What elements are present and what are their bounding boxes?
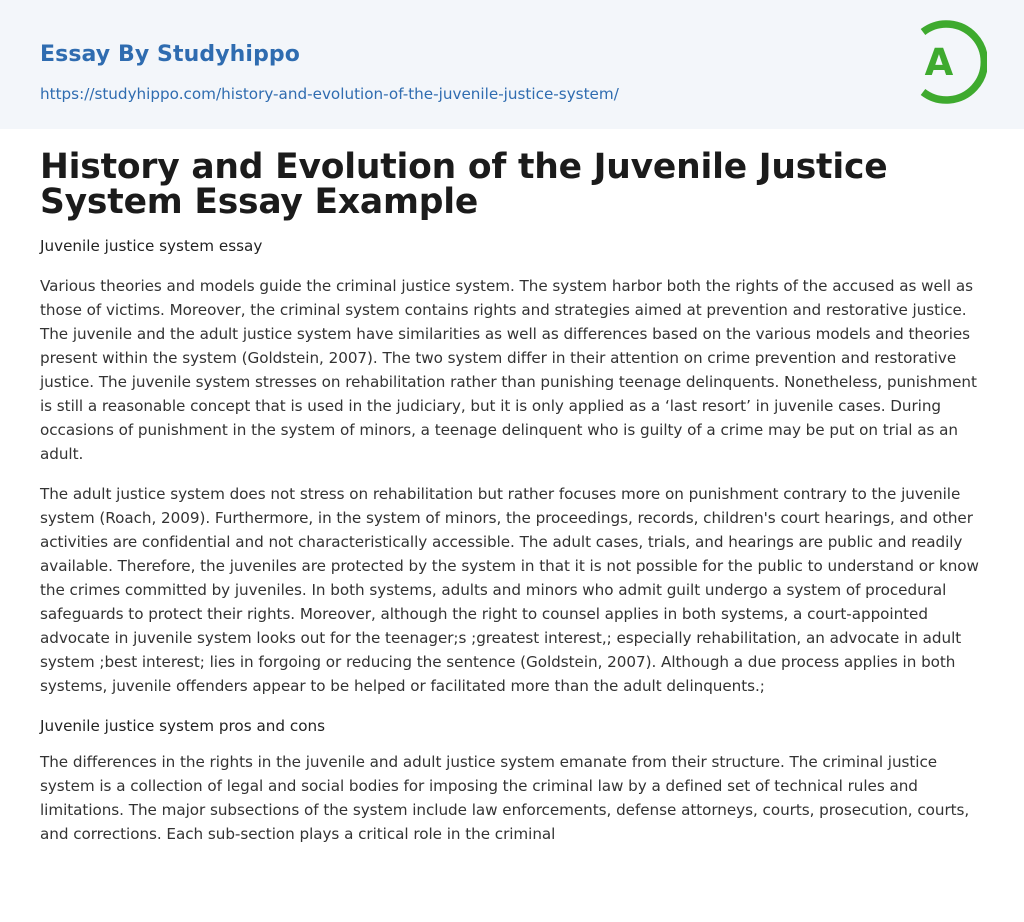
paragraph-2: The adult justice system does not stress on rehabilitation but rather focuses more on punishment contrary to the juvenile system (Roach, 2009). Furthermore, in the system of minors, the proceedings, records, children's court hearings, and other activities are confidential and not characteristically accessible. The adult cases, trials, and hearings are public and readily available. Therefore, the juveniles are protected by the system in that it is not possible for the public to understand or know the crimes committed by juveniles. In both systems, adults and minors who admit guilt undergo a system of procedural safeguards to protect their rights. Moreover, although the right to counsel applies in both systems, a court-appointed advocate in juvenile system looks out for the teenager;s ;greatest interest,; especially rehabilitation, an advocate in adult system ;best interest; lies in forgoing or reducing the sentence (Goldstein, 2007). Although a due process applies in both systems, juvenile offenders appear to be helped or facilitated more than the adult delinquents.;	[40, 485, 979, 695]
site-header	[0, 0, 1024, 129]
studyhippo-logo-icon[interactable]	[913, 19, 987, 105]
article	[40, 147, 985, 846]
section-subheading: Juvenile justice system pros and cons	[40, 717, 326, 735]
page-url-link[interactable]: https://studyhippo.com/history-and-evolution-of-the-juvenile-justice-system/	[40, 85, 619, 103]
page-title: History and Evolution of the Juvenile Justice System Essay Example	[40, 147, 888, 222]
essay-subtitle: Juvenile justice system essay	[40, 237, 263, 255]
paragraph-3: The differences in the rights in the juvenile and adult justice system emanate from their structure. The criminal justice system is a collection of legal and social bodies for imposing the criminal law by a defined set of technical rules and limitations. The major subsections of the system include law enforcements, defense attorneys, courts, prosecution, courts, and corrections. Each sub-section plays a critical role in the criminal	[40, 753, 970, 843]
logo-letter: A	[924, 41, 954, 84]
paragraph-1: Various theories and models guide the criminal justice system. The system harbor both the rights of the accused as well as those of victims. Moreover, the criminal system contains rights and strategies aimed at prevention and restorative justice. The juvenile and the adult justice system have similarities as well as differences based on the various models and theories present within the system (Goldstein, 2007). The two system differ in their attention on crime prevention and restorative justice. The juvenile system stresses on rehabilitation rather than punishing teenage delinquents. Nonetheless, punishment is still a reasonable concept that is used in the judiciary, but it is only applied as a ‘last resort’ in juvenile cases. During occasions of punishment in the system of minors, a teenage delinquent who is guilty of a crime may be put on trial as an adult.	[40, 277, 977, 463]
brand-title[interactable]: Essay By Studyhippo	[40, 42, 300, 67]
